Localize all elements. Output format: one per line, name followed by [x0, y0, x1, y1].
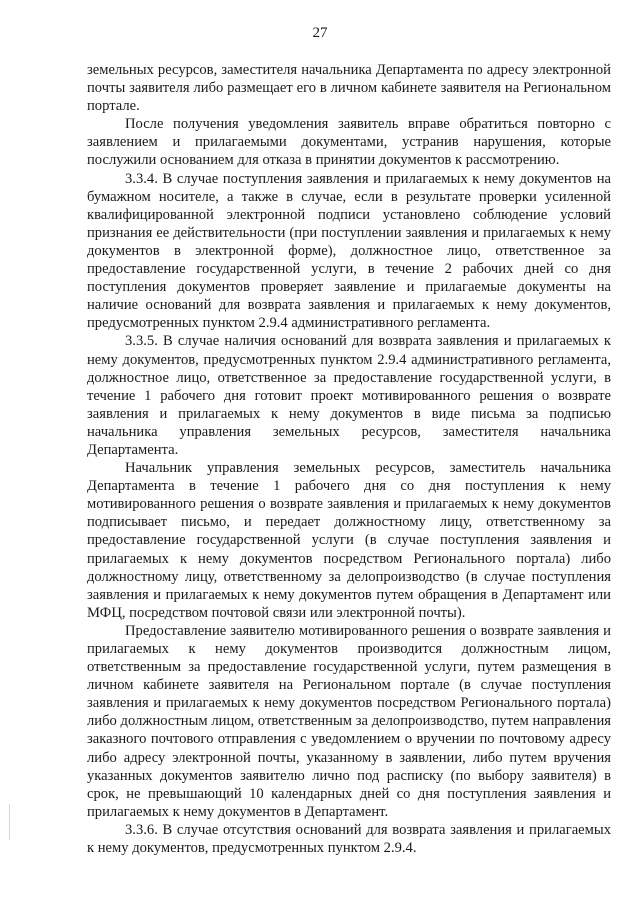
paragraph-3-3-4: 3.3.4. В случае поступления заявления и прилагаемых к нему документов на бумажном носителе, а также в случае, если в результате проверки усиленной квалифицированной электронной подписи установлено соблюдение условий признания ее действительности (при поступлении заявления и прилагаемых к нему документов в электронной форме), должностное лицо, ответственное за предоставление государственной услуги, в течение 2 рабочих дней со дня поступления документов проверяет заявление и прилагаемые документы на наличие оснований для возврата заявления и прилагаемых к нему документов, предусмотренных пунктом 2.9.4 административного регламента. — [87, 170, 611, 332]
paragraph-delivery-of-decision: Предоставление заявителю мотивированного решения о возврате заявления и прилагаемых к нему документов производится должностным лицом, ответственным за предоставление государственной услуги, путем размещения в личном кабинете заявителя на Региональном портале (в случае поступления заявления и прилагаемых к нему документов посредством Регионального портала) либо должностным лицом, ответственным за делопроизводство, путем направления заказного почтового отправления с уведомлением о вручении по почтовому адресу либо адресу электронной почты, указанному в заявлении, либо путем вручения указанных документов заявителю лично под расписку (по выбору заявителя) в срок, не превышающий 10 календарных дней со дня поступления заявления и прилагаемых к нему документов в Департамент. — [87, 622, 611, 820]
scan-artifact-line — [9, 804, 10, 840]
paragraph-repeat-application: После получения уведомления заявитель вправе обратиться повторно с заявлением и прилагаемыми документами, устранив нарушения, которые послужили основанием для отказа в принятии документов к рассмотрению. — [87, 116, 611, 169]
paragraph-continuation: земельных ресурсов, заместителя начальника Департамента по адресу электронной почты заявителя либо размещает его в личном кабинете заявителя на Региональном портале. — [87, 62, 611, 115]
paragraph-head-signs-letter: Начальник управления земельных ресурсов, заместитель начальника Департамента в течение 1 рабочего дня со дня поступления к нему мотивированного решения о возврате заявления и прилагаемых к нему документов подписывает письмо, и передает должностному лицу, ответственному за предоставление государственной услуги (в случае поступления заявления и прилагаемых к нему документов посредством Регионального портала) либо должностному лицу, ответственному за делопроизводство (в случае поступления заявления и прилагаемых к нему документов путем обращения в Департамент или МФЦ, посредством почтовой связи или электронной почты). — [87, 460, 611, 621]
paragraph-3-3-6: 3.3.6. В случае отсутствия оснований для возврата заявления и прилагаемых к нему документов, предусмотренных пунктом 2.9.4. — [87, 821, 611, 857]
paragraph-3-3-5: 3.3.5. В случае наличия оснований для возврата заявления и прилагаемых к нему документов, предусмотренных пунктом 2.9.4 административного регламента, должностное лицо, ответственное за предоставление государственной услуги, в течение 1 рабочего дня готовит проект мотивированного решения о возврате заявления и прилагаемых к нему документов в виде письма за подписью начальника управления земельных ресурсов, заместителя начальника Департамента. — [87, 333, 611, 458]
document-body — [87, 61, 611, 857]
page-number: 27 — [312, 25, 328, 41]
